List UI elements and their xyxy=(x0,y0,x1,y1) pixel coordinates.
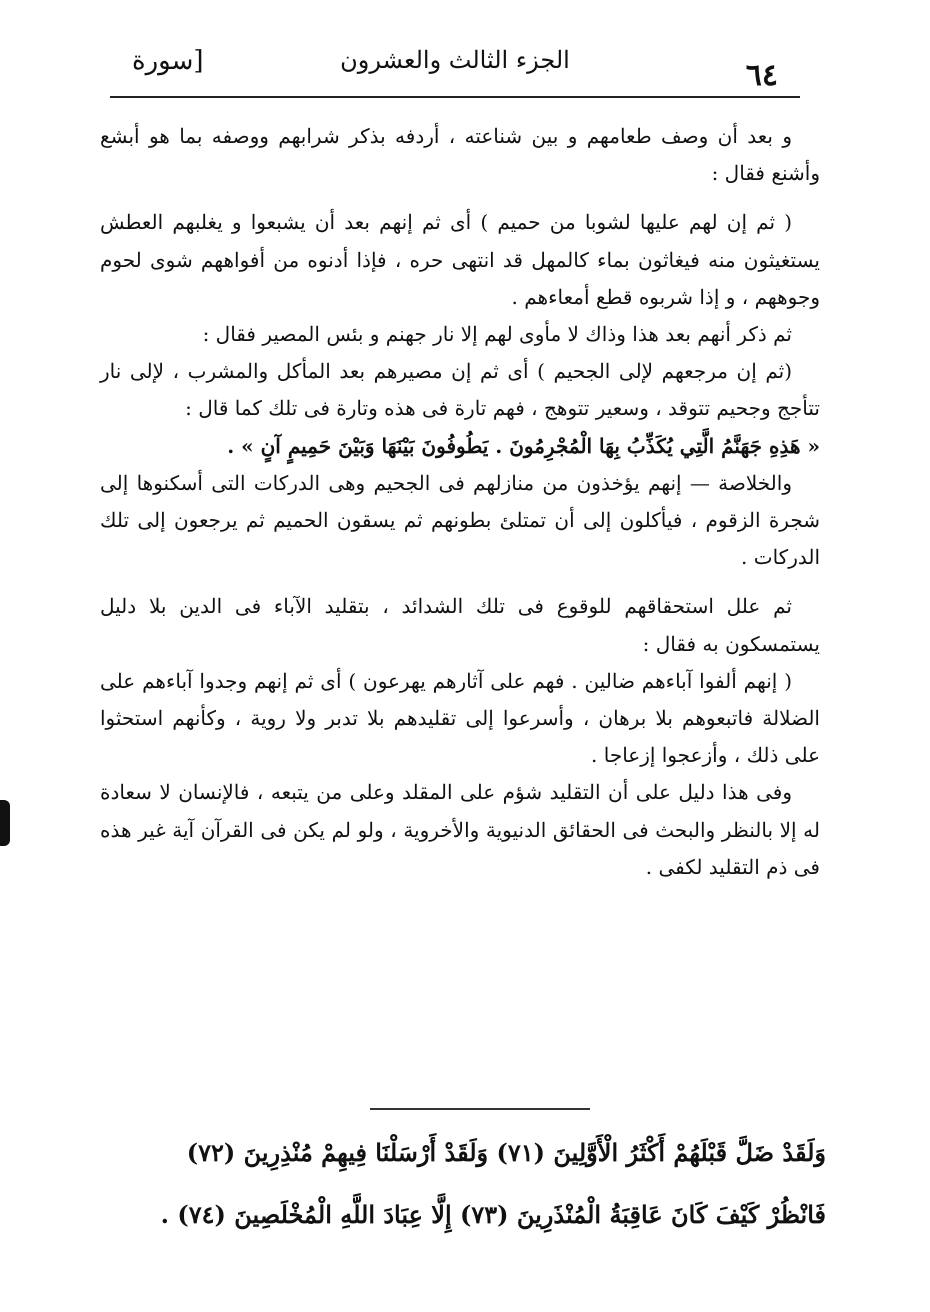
paragraph: ثم علل استحقاقهم للوقوع فى تلك الشدائد ، بتقليد الآباء فى الدين بلا دليل يستمسكون به فقال : xyxy=(100,594,820,656)
paragraph: و بعد أن وصف طعامهم و بين شناعته ، أردفه بذكر شرابهم ووصفه بما هو أبشع وأشنع فقال : xyxy=(100,124,820,186)
scan-smudge xyxy=(0,800,10,846)
section-divider xyxy=(370,1108,590,1110)
quran-verses xyxy=(96,1122,826,1246)
verse-line: فَانْظُرْ كَيْفَ كَانَ عَاقِبَةُ الْمُنْذَرِينَ (٧٣) إِلَّا عِبَادَ اللَّهِ الْمُخْلَصِينَ (٧٤) . xyxy=(160,1200,826,1229)
part-title: الجزء الثالث والعشرون xyxy=(340,46,570,74)
paragraph: ( إنهم ألفوا آباءهم ضالين . فهم على آثارهم يهرعون ) أى ثم إنهم وجدوا آباءهم على الضلالة فاتبعوهم بلا برهان ، وأسرعوا إلى تقليدهم بلا تدبر ولا روية ، وكأنهم استحثوا على ذلك ، وأزعجوا إزعاجا . xyxy=(100,668,820,768)
page-number: ٦٤ xyxy=(745,58,778,93)
header-rule xyxy=(110,96,800,98)
quoted-verse: « هَذِهِ جَهَنَّمُ الَّتِي يُكَذِّبُ بِهَا الْمُجْرِمُونَ . يَطُوفُونَ بَيْنَهَا وَبَيْنَ حَمِيمٍ آنٍ » . xyxy=(227,433,820,458)
paragraph: وفى هذا دليل على أن التقليد شؤم على المقلد وعلى من يتبعه ، فالإنسان لا سعادة له إلا بالنظر والبحث فى الحقائق الدنيوية والأخروية ، ولو لم يكن فى القرآن آية غير هذه فى ذم التقليد لكفى . xyxy=(100,780,820,879)
commentary-text xyxy=(100,118,820,886)
paragraph: والخلاصة — إنهم يؤخذون من منازلهم فى الجحيم وهى الدركات التى أسكنوها إلى شجرة الزقوم ، فيأكلون إلى أن تمتلئ بطونهم ثم يسقون الحميم ثم يرجعون إلى تلك الدركات . xyxy=(100,470,820,570)
verse-line: وَلَقَدْ ضَلَّ قَبْلَهُمْ أَكْثَرُ الْأَوَّلِينَ (٧١) وَلَقَدْ أَرْسَلْنَا فِيهِمْ مُنْذِرِينَ (٧٢) xyxy=(186,1138,826,1167)
surah-label: [سورة xyxy=(132,46,204,76)
paragraph: (ثم إن مرجعهم لإلى الجحيم ) أى ثم إن مصيرهم بعد المأكل والمشرب ، لإلى نار تتأجج وجحيم تتوقد ، وسعير تتوهج ، فهم تارة فى هذه وتارة فى تلك كما قال : xyxy=(100,359,820,421)
paragraph: ( ثم إن لهم عليها لشوبا من حميم ) أى ثم إنهم بعد أن يشبعوا و يغلبهم العطش يستغيثون منه فيغاثون بماء كالمهل قد انتهى حره ، فإذا أدنوه من أفواههم شوى لحوم وجوههم ، و إذا شربوه قطع أمعاءهم . xyxy=(100,210,820,309)
page-header xyxy=(110,38,800,96)
paragraph: ثم ذكر أنهم بعد هذا وذاك لا مأوى لهم إلا نار جهنم و بئس المصير فقال : xyxy=(202,322,792,347)
